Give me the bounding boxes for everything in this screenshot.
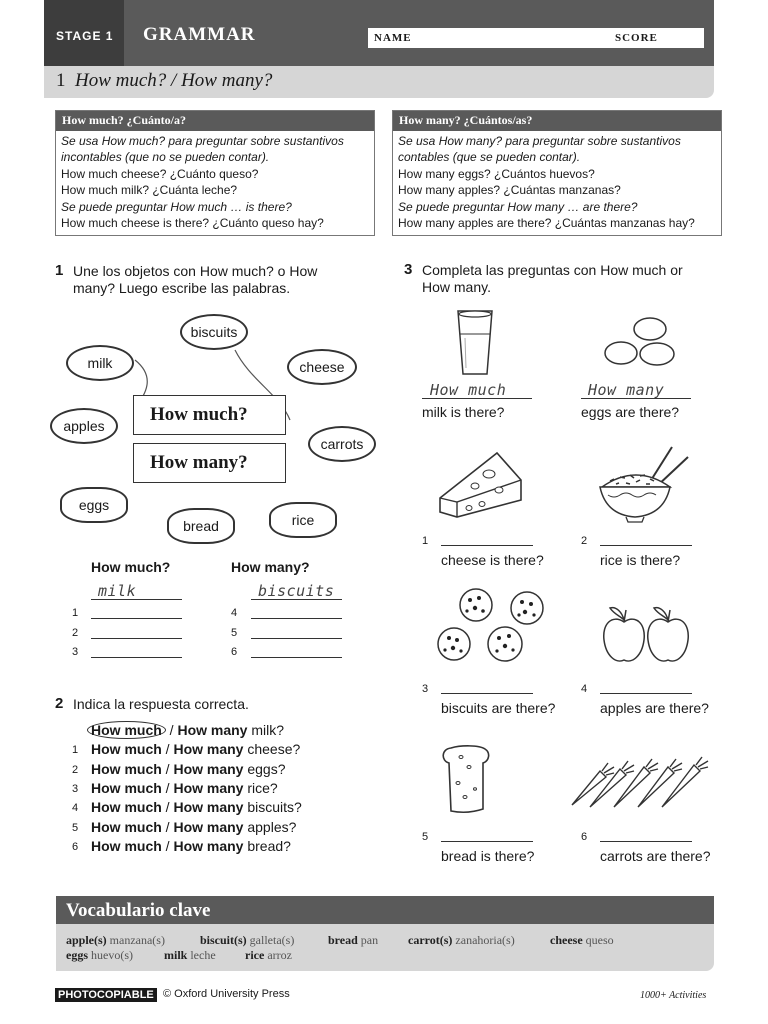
item-number: 5 (72, 822, 79, 834)
exercise-instruction: Completa las preguntas con How much or How many. (422, 262, 683, 295)
question-text: biscuits are there? (441, 700, 556, 716)
eggs-icon (603, 315, 677, 367)
info-box-how-much: How much? ¿Cuánto/a? Se usa How much? para preguntar sobre sustantivos incontables (que no se pueden contar). How much cheese? ¿Cuánto queso? How much milk? ¿Cuánta leche? Se puede preguntar How much … is there? How much cheese is there? ¿Cuánto queso hay? (55, 110, 375, 236)
score-label: SCORE (615, 32, 658, 44)
name-label: NAME (374, 32, 412, 44)
page-title: GRAMMAR (143, 24, 256, 45)
answer-line-1[interactable] (441, 545, 533, 546)
question-text: milk is there? (422, 404, 505, 420)
example-question: How much / How many milk? (91, 722, 284, 738)
vocab-item: milk leche (164, 948, 216, 962)
option-how-much[interactable]: How much (91, 741, 162, 757)
answer-line-5[interactable] (251, 638, 342, 639)
item-number: 5 (231, 627, 238, 639)
question-item: How much / How many cheese? (91, 741, 301, 757)
info-heading: How much? ¿Cuánto/a? (56, 111, 374, 131)
exercise-instruction: Une los objetos con How much? o How many? Luego escribe las palabras. (73, 263, 318, 296)
exercise-number: 2 (55, 695, 64, 712)
exercise-number: 1 (55, 262, 64, 279)
info-box-how-many: How many? ¿Cuántos/as? Se usa How many? para preguntar sobre sustantivos contables (que se pueden contar). How many eggs? ¿Cuántos huevos? How many apples? ¿Cuántas manzanas? Se puede preguntar How many … are there? How many apples are there? ¿Cuántas manzanas hay? (392, 110, 722, 236)
item-number: 3 (72, 783, 79, 795)
item-number: 4 (231, 607, 238, 619)
answer-line (251, 599, 342, 600)
item-number: 2 (581, 535, 588, 547)
how-much-box[interactable]: How much? (133, 395, 286, 435)
item-number: 6 (231, 646, 238, 658)
question-item: How much / How many apples? (91, 819, 297, 835)
option-how-many[interactable]: How many (173, 780, 244, 796)
bubble-rice[interactable]: rice (269, 502, 337, 538)
column-heading-many: How many? (231, 559, 310, 575)
item-number: 1 (422, 535, 429, 547)
option-how-much[interactable]: How much (91, 819, 162, 835)
answer-line (581, 398, 691, 399)
apples-icon (602, 604, 692, 666)
answer-line-4[interactable] (251, 618, 342, 619)
item-number: 6 (581, 831, 588, 843)
vocab-item: eggs huevo(s) (66, 948, 133, 962)
answer-line (91, 599, 182, 600)
option-how-many[interactable]: How many (173, 741, 244, 757)
answer-line-2[interactable] (600, 545, 692, 546)
question-text: rice is there? (600, 552, 681, 568)
stage-label: STAGE 1 (44, 0, 124, 66)
item-number: 3 (422, 683, 429, 695)
bubble-cheese[interactable]: cheese (287, 349, 357, 385)
answer-line-1[interactable] (91, 618, 182, 619)
rice-bowl-icon (600, 445, 692, 523)
question-text: carrots are there? (600, 848, 711, 864)
bubble-carrots[interactable]: carrots (308, 426, 376, 462)
how-many-box[interactable]: How many? (133, 443, 286, 483)
vocab-title: Vocabulario clave (66, 900, 211, 921)
item-number: 4 (72, 802, 79, 814)
example-answer-1: How much (430, 381, 507, 399)
option-how-many[interactable]: How many (173, 838, 244, 854)
series-name: 1000+ Activities (640, 990, 707, 1001)
question-item: How much / How many eggs? (91, 761, 286, 777)
question-item: How much / How many biscuits? (91, 799, 302, 815)
vocab-item: biscuit(s) galleta(s) (200, 933, 295, 947)
question-text: apples are there? (600, 700, 709, 716)
milk-glass-icon (455, 308, 495, 378)
vocab-item: carrot(s) zanahoria(s) (408, 933, 515, 947)
bubble-bread[interactable]: bread (167, 508, 235, 544)
column-heading-much: How much? (91, 559, 171, 575)
example-answer-much: milk (98, 582, 137, 600)
option-how-many[interactable]: How many (173, 761, 244, 777)
bubble-biscuits[interactable]: biscuits (180, 314, 248, 350)
answer-line-6[interactable] (251, 657, 342, 658)
item-number: 6 (72, 841, 79, 853)
photocopiable-label: PHOTOCOPIABLE (55, 988, 157, 1002)
item-number: 2 (72, 764, 79, 776)
bubble-milk[interactable]: milk (66, 345, 134, 381)
option-how-many[interactable]: How many (173, 819, 244, 835)
answer-line-3[interactable] (91, 657, 182, 658)
exercise-number: 3 (404, 261, 413, 278)
vocab-item: apple(s) manzana(s) (66, 933, 165, 947)
item-number: 2 (72, 627, 79, 639)
answer-line-2[interactable] (91, 638, 182, 639)
item-number: 5 (422, 831, 429, 843)
question-item: How much / How many bread? (91, 838, 291, 854)
option-how-much[interactable]: How much (91, 780, 162, 796)
answer-line-6[interactable] (600, 841, 692, 842)
item-number: 1 (72, 744, 79, 756)
carrots-icon (570, 755, 718, 813)
option-how-much[interactable]: How much (91, 799, 162, 815)
vocab-item: cheese queso (550, 933, 614, 947)
vocab-item: rice arroz (245, 948, 292, 962)
bread-icon (441, 745, 491, 815)
section-title: 1 How much? / How many? (56, 70, 273, 91)
answer-line-5[interactable] (441, 841, 533, 842)
item-number: 3 (72, 646, 79, 658)
item-number: 4 (581, 683, 588, 695)
bubble-eggs[interactable]: eggs (60, 487, 128, 523)
answer-line-3[interactable] (441, 693, 533, 694)
question-text: cheese is there? (441, 552, 544, 568)
bubble-apples[interactable]: apples (50, 408, 118, 444)
circled-answer: How much (87, 721, 166, 739)
biscuits-icon (435, 588, 550, 663)
info-heading: How many? ¿Cuántos/as? (393, 111, 721, 131)
option-how-much[interactable]: How much (91, 838, 162, 854)
option-how-many[interactable]: How many (173, 799, 244, 815)
vocab-item: bread pan (328, 933, 379, 947)
example-answer-2: How many (588, 381, 665, 399)
answer-line (422, 398, 532, 399)
option-how-much[interactable]: How much (91, 761, 162, 777)
publisher-text: © Oxford University Press (163, 988, 290, 1000)
item-number: 1 (72, 607, 79, 619)
cheese-icon (437, 450, 527, 520)
question-text: eggs are there? (581, 404, 680, 420)
question-text: bread is there? (441, 848, 535, 864)
exercise-instruction: Indica la respuesta correcta. (73, 696, 249, 712)
question-item: How much / How many rice? (91, 780, 278, 796)
answer-line-4[interactable] (600, 693, 692, 694)
example-answer-many: biscuits (258, 582, 335, 600)
